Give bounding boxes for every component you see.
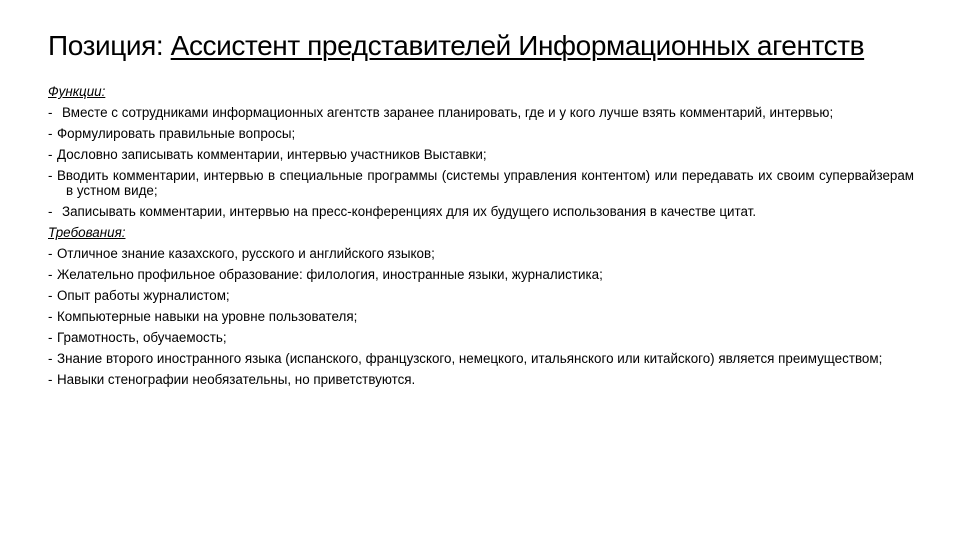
list-item bbox=[48, 372, 914, 387]
bullet-dash: - bbox=[48, 288, 53, 303]
list-item-text: Вводить комментарии, интервью в специальные программы (системы управления контентом) или передавать их своим супервайзерам в устном виде; bbox=[57, 168, 914, 198]
bullet-dash: - bbox=[48, 147, 53, 162]
list-item bbox=[48, 147, 914, 162]
list-item bbox=[48, 351, 914, 366]
functions-heading: Функции: bbox=[48, 84, 106, 99]
list-item bbox=[48, 105, 914, 120]
list-item-text: Грамотность, обучаемость; bbox=[57, 330, 227, 345]
list-item bbox=[48, 246, 914, 261]
list-item bbox=[48, 288, 914, 303]
bullet-dash: - bbox=[48, 126, 53, 141]
title-label: Позиция: bbox=[48, 30, 164, 61]
list-item bbox=[48, 204, 914, 219]
bullet-dash: - bbox=[48, 168, 53, 183]
functions-list bbox=[48, 105, 914, 219]
list-item bbox=[48, 330, 914, 345]
list-item bbox=[48, 309, 914, 324]
bullet-dash: - bbox=[48, 330, 53, 345]
list-item-text: Вместе с сотрудниками информационных агентств заранее планировать, где и у кого лучше взять комментарий, интервью; bbox=[62, 105, 834, 120]
bullet-dash: - bbox=[48, 309, 53, 324]
page-title bbox=[48, 28, 928, 64]
bullet-dash: - bbox=[48, 246, 53, 261]
list-item-text: Желательно профильное образование: филология, иностранные языки, журналистика; bbox=[57, 267, 603, 282]
bullet-dash: - bbox=[48, 267, 53, 282]
title-position-name: Ассистент представителей Информационных агентств bbox=[170, 30, 865, 61]
requirements-heading: Требования: bbox=[48, 225, 126, 240]
list-item-text: Записывать комментарии, интервью на пресс-конференциях для их будущего использования в качестве цитат. bbox=[62, 204, 757, 219]
list-item-text: Опыт работы журналистом; bbox=[57, 288, 230, 303]
list-item-text: Дословно записывать комментарии, интервью участников Выставки; bbox=[57, 147, 487, 162]
bullet-dash: - bbox=[48, 105, 53, 120]
job-description bbox=[48, 84, 914, 393]
list-item-text: Знание второго иностранного языка (испанского, французского, немецкого, итальянского или китайского) является преимуществом; bbox=[57, 351, 883, 366]
list-item bbox=[48, 126, 914, 141]
bullet-dash: - bbox=[48, 351, 53, 366]
list-item-text: Отличное знание казахского, русского и английского языков; bbox=[57, 246, 435, 261]
bullet-dash: - bbox=[48, 372, 53, 387]
list-item-text: Компьютерные навыки на уровне пользователя; bbox=[57, 309, 358, 324]
list-item bbox=[48, 267, 914, 282]
bullet-dash: - bbox=[48, 204, 53, 219]
list-item-text: Формулировать правильные вопросы; bbox=[57, 126, 296, 141]
list-item bbox=[48, 168, 914, 198]
list-item-text: Навыки стенографии необязательны, но приветствуются. bbox=[57, 372, 416, 387]
requirements-list bbox=[48, 246, 914, 387]
